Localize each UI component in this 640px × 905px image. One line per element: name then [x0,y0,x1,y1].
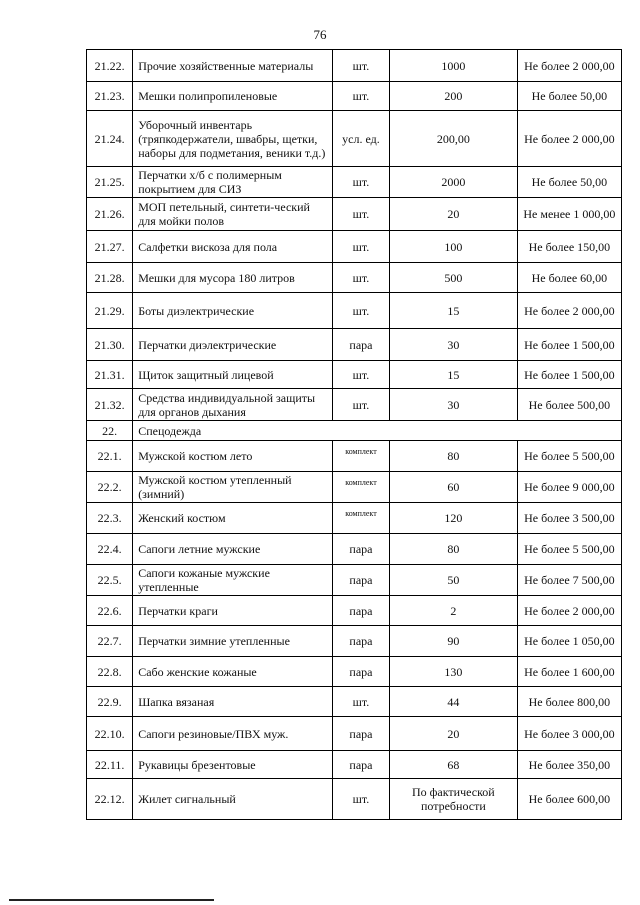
price: Не более 3 000,00 [517,717,621,751]
item-name: Прочие хозяйственные материалы [133,50,333,82]
item-name: Средства индивидуальной защиты для органов дыхания [133,389,333,421]
unit: шт. [333,389,390,421]
quantity: 50 [389,565,517,596]
unit: пара [333,565,390,596]
item-name: Мужской костюм утепленный (зимний) [133,472,333,503]
quantity: 15 [389,361,517,389]
price: Не более 2 000,00 [517,50,621,82]
quantity: 80 [389,534,517,565]
item-name: Перчатки зимние утепленные [133,626,333,657]
quantity: 20 [389,717,517,751]
row-number: 22.4. [87,534,133,565]
unit: шт. [333,50,390,82]
unit: пара [333,657,390,687]
unit: комплект [333,472,390,503]
row-number: 21.26. [87,198,133,231]
item-name: Салфетки вискоза для пола [133,231,333,263]
table-row [87,596,622,626]
item-name: Мужской костюм лето [133,441,333,472]
price: Не более 2 000,00 [517,293,621,329]
unit: усл. ед. [333,111,390,167]
quantity: 44 [389,687,517,717]
row-number: 21.31. [87,361,133,389]
table-row [87,441,622,472]
table-row [87,198,622,231]
quantity: 30 [389,329,517,361]
table-row [87,687,622,717]
quantity: 200 [389,82,517,111]
quantity: 80 [389,441,517,472]
row-number: 21.22. [87,50,133,82]
quantity: 200,00 [389,111,517,167]
item-name: Сабо женские кожаные [133,657,333,687]
price: Не более 1 500,00 [517,329,621,361]
item-name: Щиток защитный лицевой [133,361,333,389]
row-number: 22.6. [87,596,133,626]
price: Не более 3 500,00 [517,503,621,534]
table-row [87,779,622,820]
row-number: 22.12. [87,779,133,820]
row-number: 21.23. [87,82,133,111]
price: Не более 50,00 [517,167,621,198]
unit: пара [333,329,390,361]
price: Не более 500,00 [517,389,621,421]
quantity: По фактической потребности [389,779,517,820]
section-number: 22. [87,421,133,441]
page-number: 76 [313,27,327,42]
table-row [87,565,622,596]
price: Не более 60,00 [517,263,621,293]
item-name: Мешки полипропиленовые [133,82,333,111]
price: Не более 9 000,00 [517,472,621,503]
unit: шт. [333,293,390,329]
unit: шт. [333,82,390,111]
table-row [87,361,622,389]
quantity: 500 [389,263,517,293]
item-name: Рукавицы брезентовые [133,751,333,779]
items-table [86,49,622,820]
quantity: 120 [389,503,517,534]
row-number: 22.8. [87,657,133,687]
price: Не более 1 600,00 [517,657,621,687]
unit: пара [333,534,390,565]
item-name: Мешки для мусора 180 литров [133,263,333,293]
row-number: 21.25. [87,167,133,198]
table-row [87,293,622,329]
row-number: 21.27. [87,231,133,263]
table-row [87,717,622,751]
price: Не более 50,00 [517,82,621,111]
item-name: Перчатки диэлектрические [133,329,333,361]
quantity: 90 [389,626,517,657]
table-row [87,751,622,779]
item-name: МОП петельный, синтети-ческий для мойки полов [133,198,333,231]
table-row [87,389,622,421]
item-name: Уборочный инвентарь (тряпкодержатели, швабры, щетки, наборы для подметания, веники т.д.) [133,111,333,167]
row-number: 21.30. [87,329,133,361]
table-row [87,167,622,198]
item-name: Сапоги летние мужские [133,534,333,565]
unit: шт. [333,231,390,263]
table-row [87,626,622,657]
price: Не более 2 000,00 [517,596,621,626]
quantity: 1000 [389,50,517,82]
quantity: 20 [389,198,517,231]
price: Не более 5 500,00 [517,441,621,472]
quantity: 15 [389,293,517,329]
row-number: 22.2. [87,472,133,503]
row-number: 22.11. [87,751,133,779]
item-name: Сапоги кожаные мужские утепленные [133,565,333,596]
table-row [87,82,622,111]
quantity: 68 [389,751,517,779]
item-name: Перчатки краги [133,596,333,626]
footer-rule [9,899,214,901]
unit: комплект [333,441,390,472]
row-number: 21.29. [87,293,133,329]
unit: шт. [333,198,390,231]
table-row [87,472,622,503]
price: Не более 7 500,00 [517,565,621,596]
price: Не более 1 050,00 [517,626,621,657]
table-row [87,50,622,82]
unit: шт. [333,263,390,293]
item-name: Боты диэлектрические [133,293,333,329]
unit: пара [333,596,390,626]
unit: шт. [333,779,390,820]
row-number: 22.1. [87,441,133,472]
row-number: 22.5. [87,565,133,596]
quantity: 30 [389,389,517,421]
price: Не более 800,00 [517,687,621,717]
unit: комплект [333,503,390,534]
table-row [87,111,622,167]
row-number: 22.7. [87,626,133,657]
price: Не более 600,00 [517,779,621,820]
quantity: 130 [389,657,517,687]
row-number: 21.28. [87,263,133,293]
unit: шт. [333,167,390,198]
quantity: 60 [389,472,517,503]
quantity: 100 [389,231,517,263]
table-row [87,534,622,565]
section-row [87,421,622,441]
row-number: 21.32. [87,389,133,421]
unit: пара [333,717,390,751]
row-number: 22.9. [87,687,133,717]
item-name: Перчатки х/б с полимерным покрытием для СИЗ [133,167,333,198]
section-title: Спецодежда [133,421,622,441]
row-number: 22.3. [87,503,133,534]
row-number: 22.10. [87,717,133,751]
unit: шт. [333,361,390,389]
price: Не более 350,00 [517,751,621,779]
quantity: 2000 [389,167,517,198]
table-row [87,657,622,687]
price: Не менее 1 000,00 [517,198,621,231]
unit: шт. [333,687,390,717]
quantity: 2 [389,596,517,626]
item-name: Жилет сигнальный [133,779,333,820]
table-row [87,503,622,534]
table-row [87,231,622,263]
price: Не более 1 500,00 [517,361,621,389]
item-name: Сапоги резиновые/ПВХ муж. [133,717,333,751]
price: Не более 2 000,00 [517,111,621,167]
row-number: 21.24. [87,111,133,167]
unit: пара [333,751,390,779]
item-name: Женский костюм [133,503,333,534]
price: Не более 150,00 [517,231,621,263]
item-name: Шапка вязаная [133,687,333,717]
table-row [87,263,622,293]
unit: пара [333,626,390,657]
table-row [87,329,622,361]
price: Не более 5 500,00 [517,534,621,565]
